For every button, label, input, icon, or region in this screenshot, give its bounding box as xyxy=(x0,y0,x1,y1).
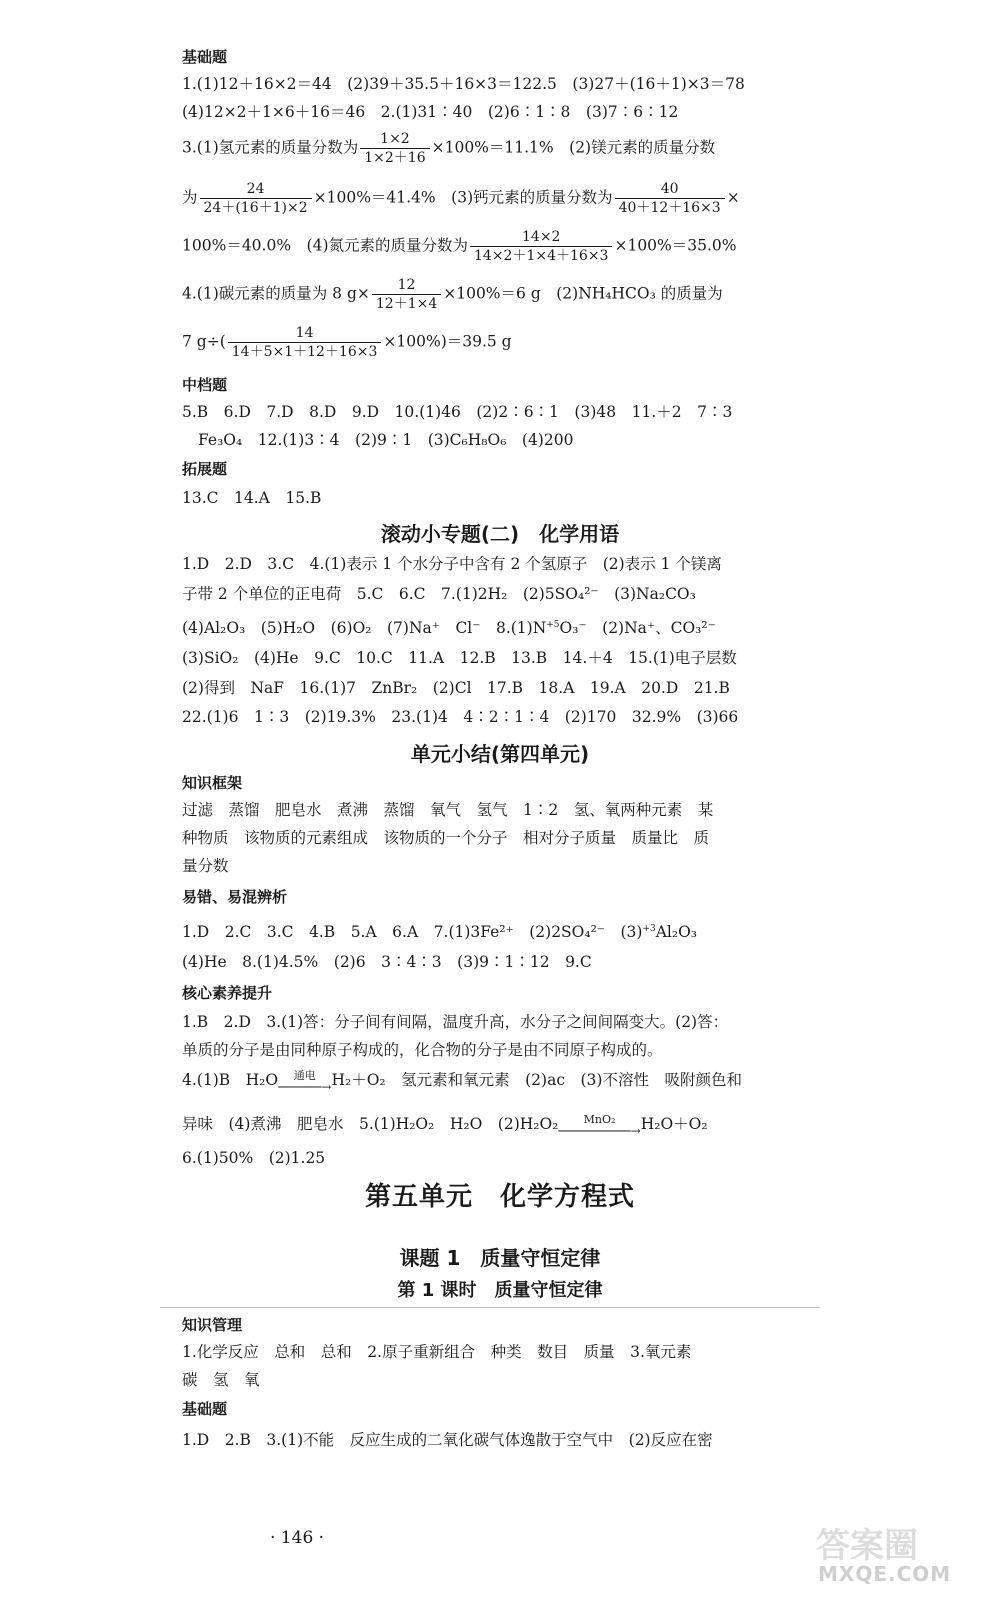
section-heading-hexin: 核心素养提升 xyxy=(182,984,273,1002)
watermark-logo xyxy=(816,1518,976,1590)
reaction-condition: 通电 xyxy=(293,1069,316,1082)
answer-line xyxy=(182,920,822,942)
answer-line-with-fraction xyxy=(182,324,822,361)
text: Al₂O₃ xyxy=(655,923,698,941)
text: 100%＝40.0% (4)氮元素的质量分数为 xyxy=(182,236,469,255)
reaction-condition: MnO₂ xyxy=(583,1113,616,1126)
fraction-numerator: 40 xyxy=(660,181,679,197)
section-heading-jichu-2: 基础题 xyxy=(182,1400,228,1418)
divider xyxy=(160,1307,820,1308)
valence-mark: +5 xyxy=(546,619,560,630)
answer-line: 1.D 2.B 3.(1)不能 反应生成的二氧化碳气体逸散于空气中 (2)反应在密 xyxy=(182,1431,713,1449)
fraction-numerator: 24 xyxy=(246,181,265,197)
fraction-numerator: 14 xyxy=(295,325,314,341)
answer-line: 过滤 蒸馏 肥皂水 煮沸 蒸馏 氧气 氢气 1∶2 氢、氧两种元素 某 xyxy=(182,801,714,819)
answer-line-with-equation xyxy=(182,1068,822,1092)
arrow-glyph: ──────→ xyxy=(278,1080,332,1094)
fraction xyxy=(372,276,441,313)
answer-line: (2)得到 NaF 16.(1)7 ZnBr₂ (2)Cl 17.B 18.A 19.A 20.D 21.B xyxy=(182,679,730,697)
topic-title: 滚动小专题(二) 化学用语 xyxy=(380,522,620,546)
text: (4)Al₂O₃ (5)H₂O (6)O₂ (7)Na⁺ Cl⁻ 8.(1)N xyxy=(182,619,547,637)
answer-line: 子带 2 个单位的正电荷 5.C 6.C 7.(1)2H₂ (2)5SO₄²⁻ (3)Na₂CO₃ xyxy=(182,585,696,603)
fraction xyxy=(228,324,382,361)
watermark-url: MXQE.COM xyxy=(818,1562,952,1586)
answer-line-with-fraction xyxy=(182,276,822,313)
answer-line: (4)12×2＋1×6＋16＝46 2.(1)31∶40 (2)6∶1∶8 (3)7∶6∶12 xyxy=(182,103,679,121)
section-heading-tuozhan: 拓展题 xyxy=(182,460,228,478)
answer-line: 1.化学反应 总和 总和 2.原子重新组合 种类 数目 质量 3.氧元素 xyxy=(182,1343,692,1361)
text: 4.(1)碳元素的质量为 8 g× xyxy=(182,284,370,303)
answer-line: 1.D 2.D 3.C 4.(1)表示 1 个水分子中含有 2 个氢原子 (2)表示 1 个镁离 xyxy=(182,555,722,573)
text: ×100%＝41.4% (3)钙元素的质量分数为 xyxy=(313,188,613,207)
fraction xyxy=(200,180,312,217)
text: 7 g÷( xyxy=(182,332,226,351)
reaction-arrow xyxy=(558,1114,640,1136)
text: × xyxy=(726,188,740,207)
answer-line: 单质的分子是由同种原子构成的，化合物的分子是由不同原子构成的。 xyxy=(182,1041,663,1059)
period-title: 第 1 课时 质量守恒定律 xyxy=(397,1280,603,1301)
fraction xyxy=(470,228,612,265)
answer-line: 量分数 xyxy=(182,857,229,875)
text: H₂O＋O₂ xyxy=(640,1115,708,1133)
fraction xyxy=(360,130,429,167)
text: 3.(1)氢元素的质量分数为 xyxy=(182,138,359,157)
text: 1.D 2.C 3.C 4.B 5.A 6.A 7.(1)3Fe²⁺ (2)2SO₄²⁻ (3) xyxy=(182,923,643,941)
section-heading-yicuo: 易错、易混辨析 xyxy=(182,888,288,906)
answer-line: 碳 氢 氧 xyxy=(182,1371,260,1389)
text: 4.(1)B H₂O xyxy=(182,1071,279,1089)
fraction-denominator: 40＋12＋16×3 xyxy=(615,198,725,217)
answer-line-with-fraction xyxy=(182,130,822,167)
answer-line-with-fraction xyxy=(182,228,822,265)
answer-line: 13.C 14.A 15.B xyxy=(182,489,322,507)
fraction-denominator: 14×2＋1×4＋16×3 xyxy=(470,246,612,265)
answer-line: (3)SiO₂ (4)He 9.C 10.C 11.A 12.B 13.B 14.＋4 15.(1)电子层数 xyxy=(182,649,737,667)
text: H₂＋O₂ 氢元素和氧元素 (2)ac (3)不溶性 吸附颜色和 xyxy=(331,1071,742,1089)
fraction-denominator: 14＋5×1＋12＋16×3 xyxy=(228,342,382,361)
unit-title: 第五单元 化学方程式 xyxy=(364,1182,635,1212)
answer-line: 5.B 6.D 7.D 8.D 9.D 10.(1)46 (2)2∶6∶1 (3)48 11.＋2 7∶3 xyxy=(182,403,733,421)
answer-line: 1.(1)12＋16×2＝44 (2)39＋35.5＋16×3＝122.5 (3)27＋(16＋1)×3＝78 xyxy=(182,75,745,93)
answer-line: 22.(1)6 1∶3 (2)19.3% 23.(1)4 4∶2∶1∶4 (2)170 32.9% (3)66 xyxy=(182,708,739,726)
answer-line-with-equation xyxy=(182,1112,822,1136)
fraction xyxy=(615,180,725,217)
answer-line: 6.(1)50% (2)1.25 xyxy=(182,1149,326,1167)
text: 为 xyxy=(182,188,198,207)
lesson-title: 课题 1 质量守恒定律 xyxy=(399,1246,601,1270)
section-heading-jichu: 基础题 xyxy=(182,48,228,66)
arrow-glyph: ──────────→ xyxy=(558,1124,641,1138)
section-heading-kuangjia: 知识框架 xyxy=(182,774,243,792)
fraction-denominator: 1×2＋16 xyxy=(360,148,429,167)
watermark-text: 答案圈 xyxy=(816,1526,918,1566)
answer-line: 1.B 2.D 3.(1)答：分子间有间隔，温度升高，水分子之间间隔变大。(2)答： xyxy=(182,1013,729,1031)
unit-summary-title: 单元小结(第四单元) xyxy=(410,742,590,766)
answer-line: (4)He 8.(1)4.5% (2)6 3∶4∶3 (3)9∶1∶12 9.C xyxy=(182,953,592,971)
fraction-denominator: 24＋(16＋1)×2 xyxy=(200,198,312,217)
answer-line: 种物质 该物质的元素组成 该物质的一个分子 相对分子质量 质量比 质 xyxy=(182,829,710,847)
text: ×100%)＝39.5 g xyxy=(383,332,512,351)
fraction-numerator: 12 xyxy=(397,277,416,293)
fraction-numerator: 14×2 xyxy=(522,229,561,245)
fraction-denominator: 12＋1×4 xyxy=(372,294,441,313)
section-heading-zhongdang: 中档题 xyxy=(182,376,228,394)
text: ×100%＝11.1% (2)镁元素的质量分数 xyxy=(431,138,716,157)
section-heading-guanli: 知识管理 xyxy=(182,1316,243,1334)
valence-mark: +3 xyxy=(642,923,656,934)
answer-line: Fe₃O₄ 12.(1)3∶4 (2)9∶1 (3)C₆H₈O₆ (4)200 xyxy=(198,431,574,449)
reaction-arrow xyxy=(278,1070,331,1092)
text: ×100%＝35.0% xyxy=(614,236,737,255)
text: ×100%＝6 g (2)NH₄HCO₃ 的质量为 xyxy=(443,284,723,303)
text: 异味 (4)煮沸 肥皂水 5.(1)H₂O₂ H₂O (2)H₂O₂ xyxy=(182,1115,559,1133)
page-number: · 146 · xyxy=(270,1528,325,1548)
answer-line-with-fraction xyxy=(182,180,822,217)
text: O₃⁻ (2)Na⁺、CO₃²⁻ xyxy=(559,619,716,637)
answer-line xyxy=(182,616,822,638)
fraction-numerator: 1×2 xyxy=(380,131,410,147)
